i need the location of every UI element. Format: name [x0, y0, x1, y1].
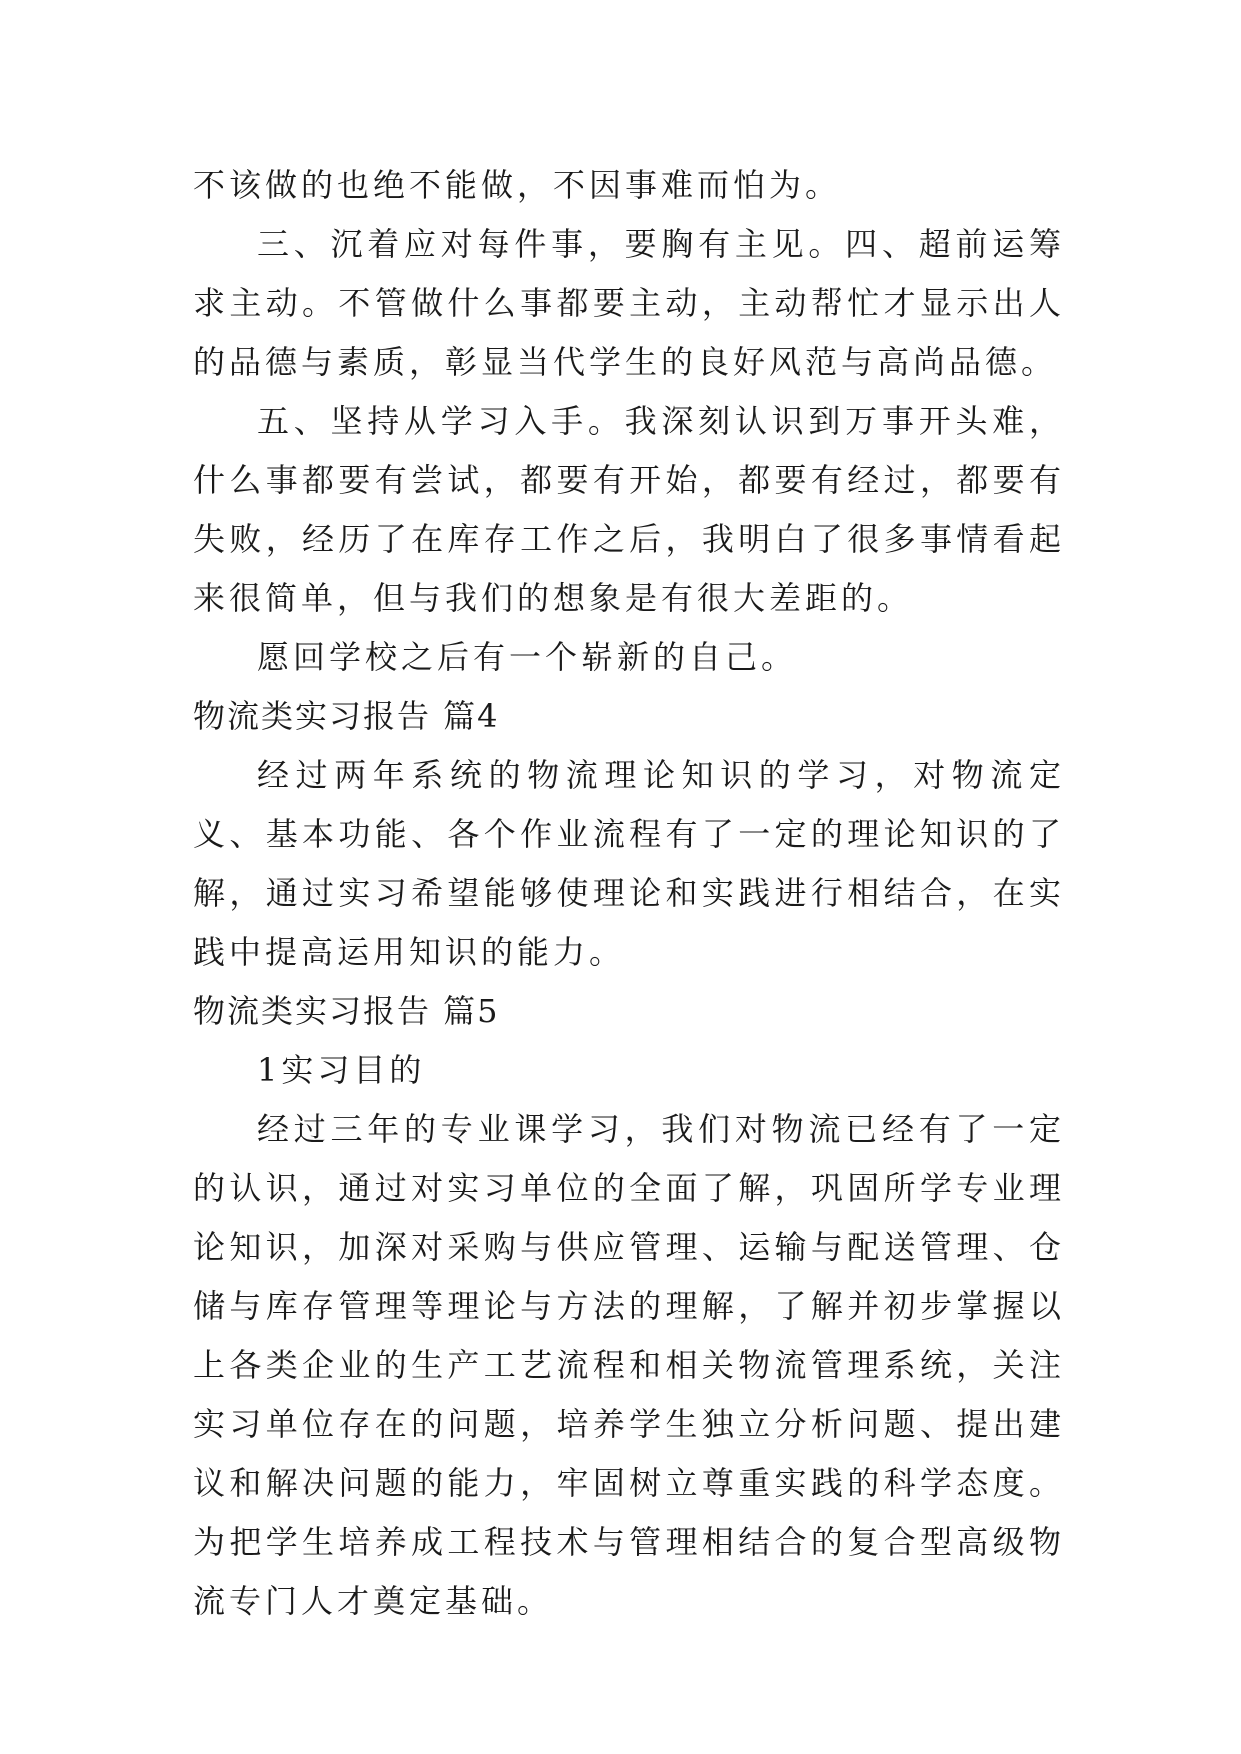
paragraph-internship-purpose-body: 经过三年的专业课学习，我们对物流已经有了一定的认识，通过对实习单位的全面了解，巩固所学专业理论知识，加深对采购与供应管理、运输与配送管理、仓储与库存管理等理论与方法的理解，了解并初步掌握以上各类企业的生产工艺流程和相关物流管理系统，关注实习单位存在的问题，培养学生独立分析问题、提出建议和解决问题的能力，牢固树立尊重实践的科学态度。为把学生培养成工程技术与管理相结合的复合型高级物流专门人才奠定基础。	[193, 1110, 1065, 1620]
paragraph-point-three-four: 三、沉着应对每件事，要胸有主见。四、超前运筹求主动。不管做什么事都要主动，主动帮忙才显示出人的品德与素质，彰显当代学生的良好风范与高尚品德。	[193, 225, 1065, 381]
section-heading-4: 物流类实习报告 篇4	[193, 697, 500, 735]
subheading-internship-purpose: 1实习目的	[257, 1051, 426, 1089]
paragraph-point-five: 五、坚持从学习入手。我深刻认识到万事开头难，什么事都要有尝试，都要有开始，都要有经过，都要有失败，经历了在库存工作之后，我明白了很多事情看起来很简单，但与我们的想象是有很大差距的。	[193, 402, 1065, 617]
paragraph-closing-wish: 愿回学校之后有一个崭新的自己。	[257, 638, 798, 676]
paragraph-continuation: 不该做的也绝不能做，不因事难而怕为。	[193, 166, 842, 204]
paragraph-section-4-body: 经过两年系统的物流理论知识的学习，对物流定义、基本功能、各个作业流程有了一定的理论知识的了解，通过实习希望能够使理论和实践进行相结合，在实践中提高运用知识的能力。	[193, 756, 1065, 971]
document-body	[193, 156, 1065, 1631]
section-heading-5: 物流类实习报告 篇5	[193, 992, 500, 1030]
